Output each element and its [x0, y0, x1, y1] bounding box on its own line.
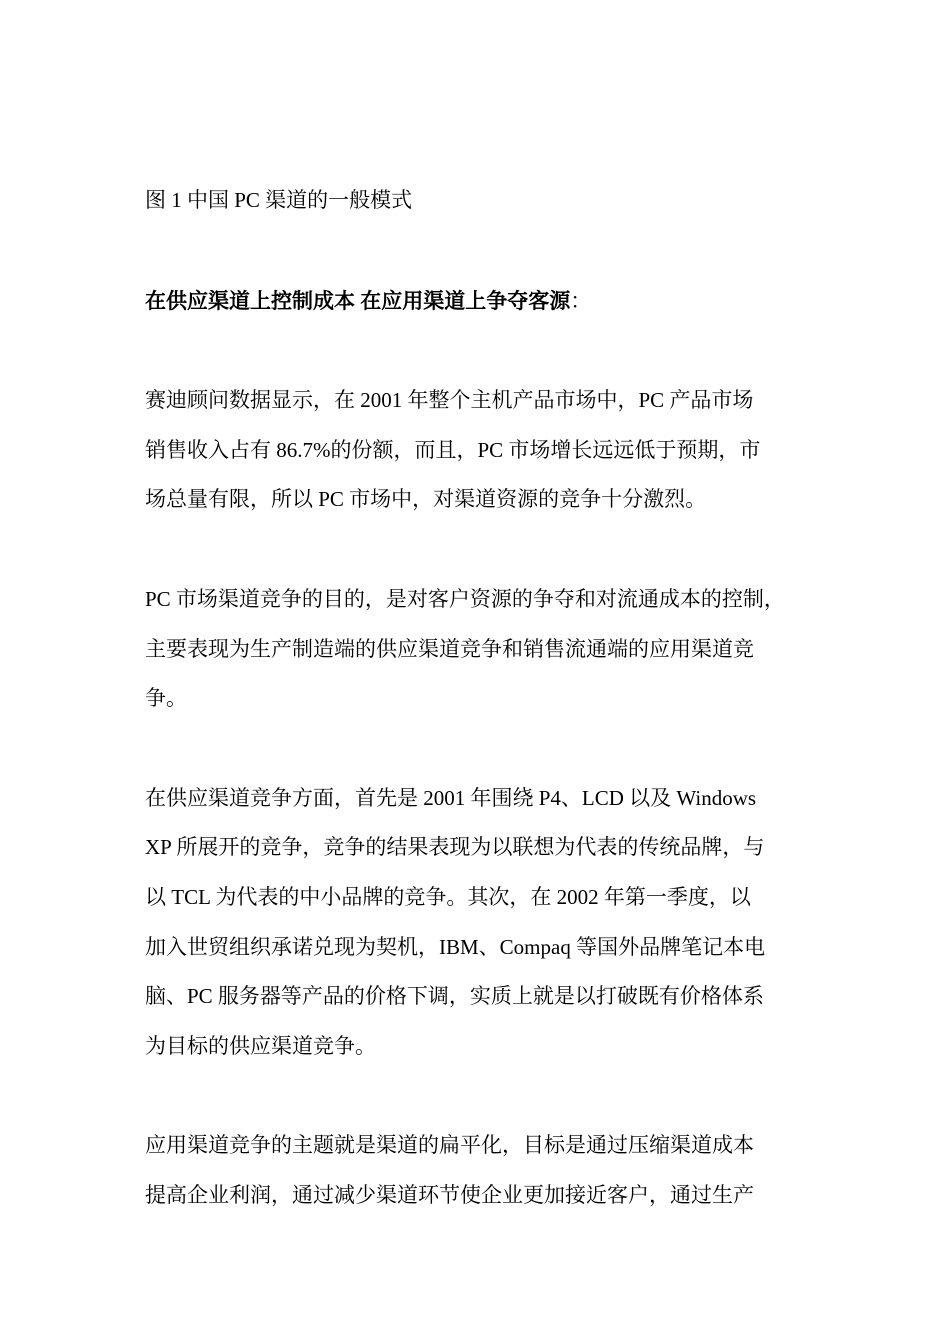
- paragraph-3-line-5: 脑、PC 服务器等产品的价格下调，实质上就是以打破既有价格体系: [145, 984, 764, 1008]
- section-heading-colon: ：: [570, 289, 592, 313]
- paragraph-2-line-2: 主要表现为生产制造端的供应渠道竞争和销售流通端的应用渠道竞: [145, 637, 754, 661]
- paragraph-3-line-2: XP 所展开的竞争，竞争的结果表现为以联想为代表的传统品牌，与: [145, 835, 765, 859]
- paragraph-1-line-2: 销售收入占有 86.7%的份额，而且，PC 市场增长远远低于预期，市: [145, 438, 761, 462]
- paragraph-3-line-1: 在供应渠道竞争方面，首先是 2001 年围绕 P4、LCD 以及 Windows: [145, 786, 757, 810]
- paragraph-3-line-3: 以 TCL 为代表的中小品牌的竞争。其次，在 2002 年第一季度，以: [145, 885, 751, 909]
- paragraph-2-line-3: 争。: [145, 686, 187, 710]
- paragraph-2-line-1: PC 市场渠道竞争的目的，是对客户资源的争夺和对流通成本的控制，: [145, 587, 785, 611]
- paragraph-3-line-4: 加入世贸组织承诺兑现为契机，IBM、Compaq 等国外品牌笔记本电: [145, 935, 766, 959]
- paragraph-1-line-1: 赛迪顾问数据显示，在 2001 年整个主机产品市场中，PC 产品市场: [145, 388, 754, 412]
- paragraph-3-line-6: 为目标的供应渠道竞争。: [145, 1034, 376, 1058]
- paragraph-1-line-3: 场总量有限，所以 PC 市场中，对渠道资源的竞争十分激烈。: [145, 487, 707, 511]
- section-heading: [145, 288, 591, 314]
- figure-caption: 图 1 中国 PC 渠道的一般模式: [145, 188, 413, 212]
- paragraph-4-line-2: 提高企业利润，通过减少渠道环节使企业更加接近客户，通过生产: [145, 1183, 754, 1207]
- section-heading-text: 在供应渠道上控制成本 在应用渠道上争夺客源: [145, 289, 571, 313]
- paragraph-4-line-1: 应用渠道竞争的主题就是渠道的扁平化，目标是通过压缩渠道成本: [145, 1133, 754, 1157]
